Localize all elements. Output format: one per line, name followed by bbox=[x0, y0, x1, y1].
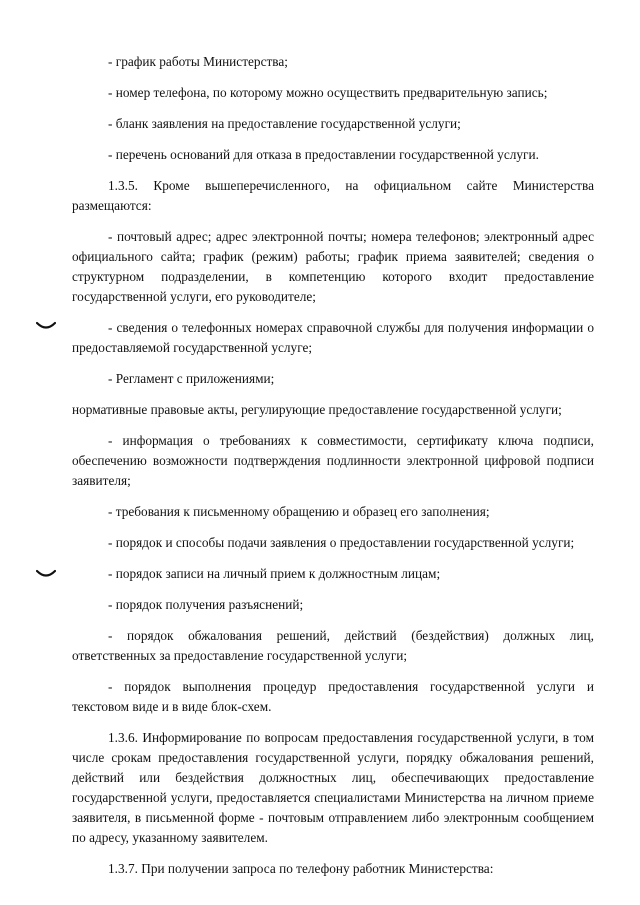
section-1-3-7: 1.3.7. При получении запроса по телефону работник Министерства: bbox=[108, 861, 494, 876]
list-item-submission-methods: - порядок и способы подачи заявления о предоставлении государственной услуги; bbox=[108, 535, 575, 550]
list-item-help-desk: - сведения о телефонных номерах справочной службы для получения информации о предоставляемой государственной услуге; bbox=[72, 320, 594, 355]
list-item-clarifications: - порядок получения разъяснений; bbox=[108, 597, 304, 612]
list-item-refusal-grounds: - перечень оснований для отказа в предоставлении государственной услуги. bbox=[108, 147, 539, 162]
list-item-personal-appointment: - порядок записи на личный прием к должностным лицам; bbox=[108, 566, 441, 581]
list-item-application-form: - бланк заявления на предоставление государственной услуги; bbox=[108, 116, 461, 131]
list-item-schedule: - график работы Министерства; bbox=[108, 54, 288, 69]
section-1-3-6: 1.3.6. Информирование по вопросам предоставления государственной услуги, в том числе срокам предоставления государственной услуги, порядку обжалования решений, действий или бездействия должностных лиц, обеспечивающих предоставление государственной услуги, предоставляется специалистами Министерства на личном приеме заявителя, в письменной форме - почтовым отправлением либо электронным сообщением по адресу, указанному заявителем. bbox=[72, 730, 594, 845]
section-1-3-5: 1.3.5. Кроме вышеперечисленного, на официальном сайте Министерства размещаются: bbox=[72, 178, 594, 213]
list-item-phone: - номер телефона, по которому можно осуществить предварительную запись; bbox=[108, 85, 548, 100]
list-item-appeal-procedure: - порядок обжалования решений, действий (бездействия) должных лиц, ответственных за предоставление государственной услуги; bbox=[72, 628, 594, 663]
punch-hole-mark-icon bbox=[36, 321, 56, 331]
document-page bbox=[72, 52, 594, 890]
list-item-signature-requirements: - информация о требованиях к совместимости, сертификату ключа подписи, обеспечению возможности подтверждения подлинности электронной цифровой подписи заявителя; bbox=[72, 433, 594, 488]
list-item-procedures-flowchart: - порядок выполнения процедур предоставления государственной услуги и текстовом виде и в виде блок-схем. bbox=[72, 679, 594, 714]
list-item-written-request: - требования к письменному обращению и образец его заполнения; bbox=[108, 504, 490, 519]
list-item-regulation: - Регламент с приложениями; bbox=[108, 371, 275, 386]
list-item-contacts: - почтовый адрес; адрес электронной почты; номера телефонов; электронный адрес официального сайта; график (режим) работы; график приема заявителей; сведения о структурном подразделении, в компетенцию которого входит предоставление государственной услуги, его руководителе; bbox=[72, 229, 594, 304]
punch-hole-mark-icon bbox=[36, 569, 56, 579]
list-item-legal-acts: нормативные правовые акты, регулирующие предоставление государственной услуги; bbox=[72, 402, 562, 417]
